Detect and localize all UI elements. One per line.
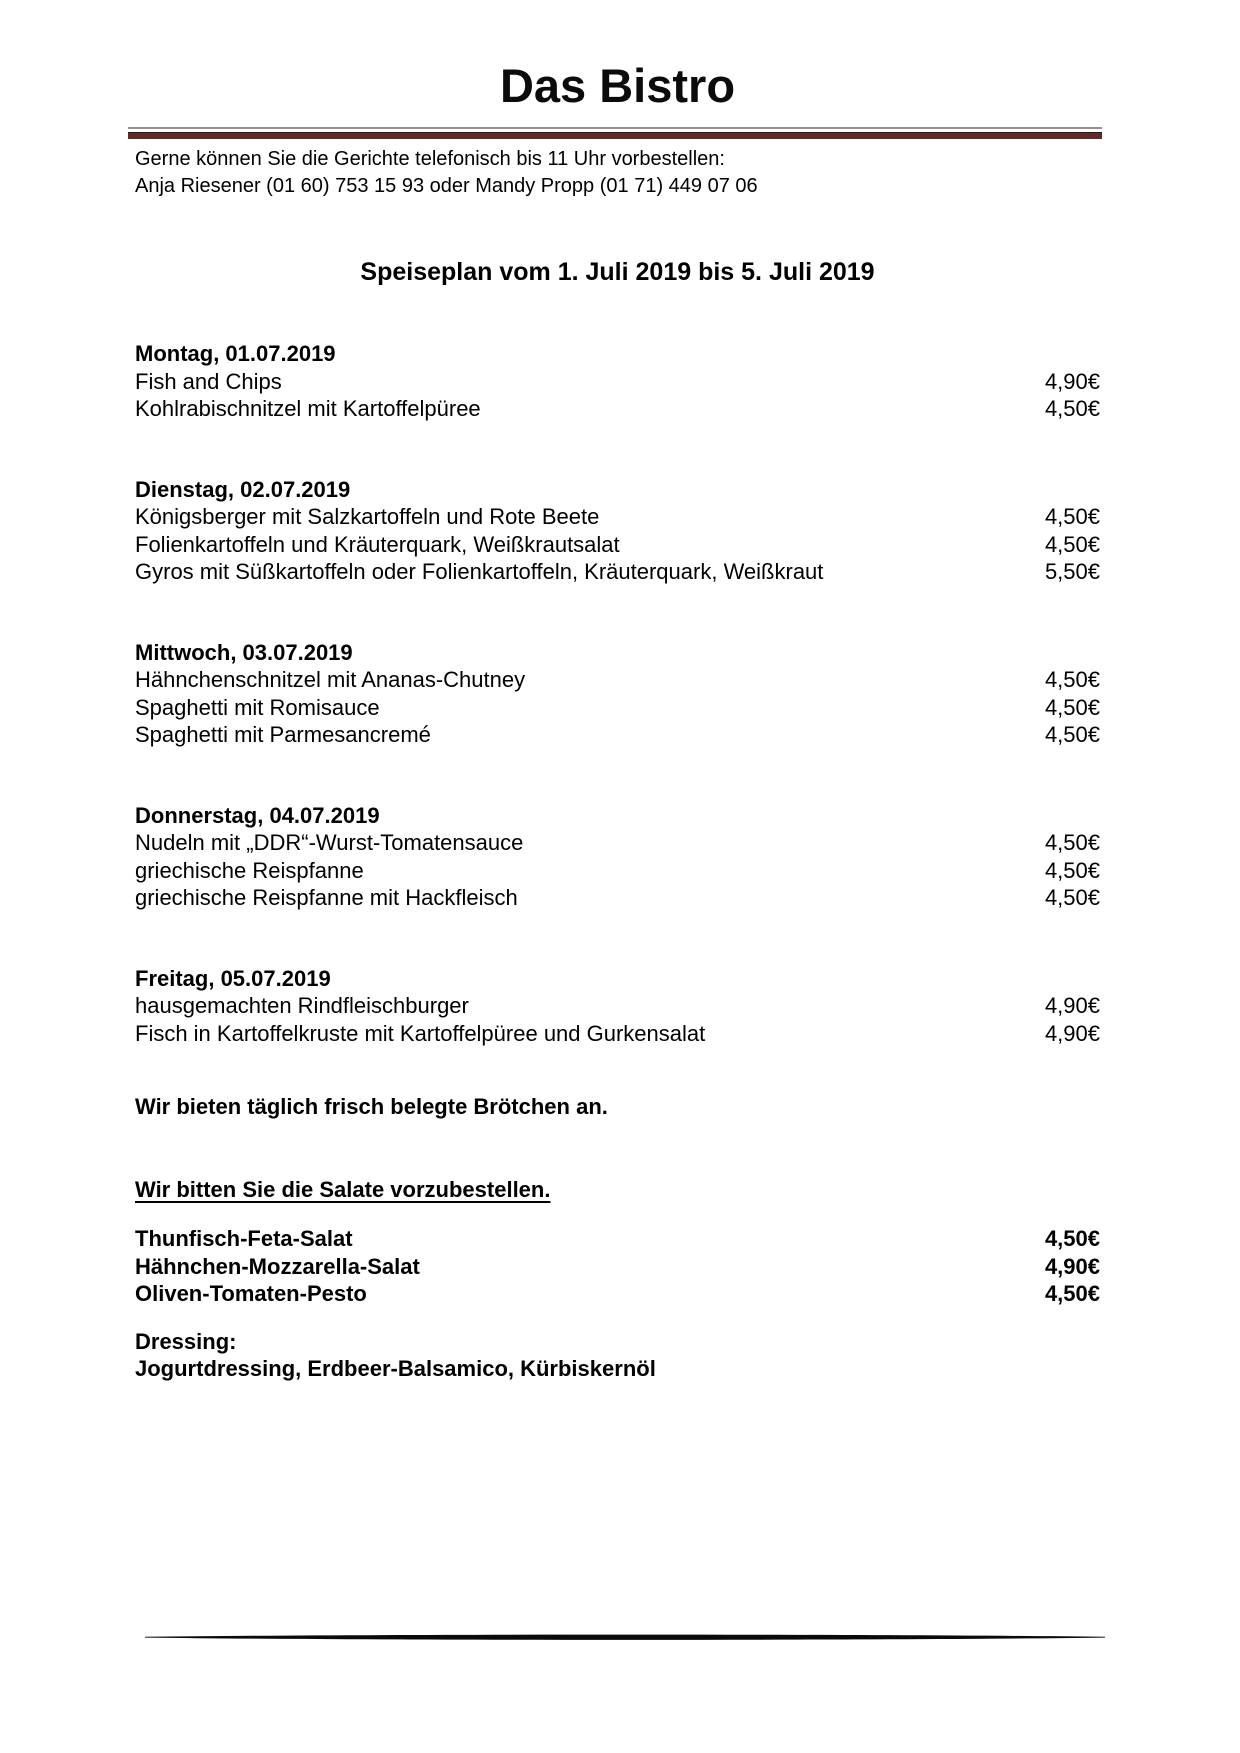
dish-name: Königsberger mit Salzkartoffeln und Rote Beete [135,504,600,529]
menu-item-row [135,503,1100,531]
menu-item-row [135,368,1100,396]
menu-item-row [135,857,1100,885]
menu-item-row [135,1020,1100,1048]
dish-price: 4,90€ [1044,993,1100,1018]
salad-price: 4,50€ [1044,1226,1100,1251]
menu-item-row [135,992,1100,1020]
dish-name: Fisch in Kartoffelkruste mit Kartoffelpüree und Gurkensalat [135,1020,706,1046]
menu-item-row [135,884,1100,912]
menu-item-row [135,666,1100,694]
salad-name: Thunfisch-Feta-Salat [135,1226,353,1251]
note-salate: Wir bitten Sie die Salate vorzubestellen. [135,1176,551,1202]
dressing-section [135,1328,1100,1383]
dish-name: Nudeln mit „DDR“-Wurst-Tomatensauce [135,830,524,855]
dish-name: Folienkartoffeln und Kräuterquark, Weißkrautsalat [135,531,620,557]
dish-name: griechische Reispfanne [135,857,364,883]
day-section-dienstag [135,476,1100,586]
dish-name: Fish and Chips [135,368,282,394]
day-heading: Mittwoch, 03.07.2019 [135,639,353,665]
salad-price: 4,90€ [1044,1253,1100,1279]
salad-row [135,1280,1100,1308]
day-heading: Freitag, 05.07.2019 [135,965,331,991]
dish-name: Spaghetti mit Parmesancremé [135,722,431,747]
day-section-freitag [135,965,1100,1048]
menu-item-row [135,531,1100,559]
menu-item-row [135,721,1100,749]
salad-name: Hähnchen-Mozzarella-Salat [135,1253,420,1279]
dish-price: 4,50€ [1044,504,1100,529]
divider-maroon-bar [128,132,1102,139]
contact-line-1: Gerne können Sie die Gerichte telefonisch bis 11 Uhr vorbestellen: [135,148,725,170]
dish-price: 4,90€ [1044,1020,1100,1046]
plan-heading: Speiseplan vom 1. Juli 2019 bis 5. Juli 2019 [360,258,875,286]
day-section-donnerstag [135,802,1100,912]
dish-price: 4,50€ [1044,857,1100,883]
dish-name: hausgemachten Rindfleischburger [135,993,469,1018]
day-heading: Donnerstag, 04.07.2019 [135,802,380,828]
dish-price: 4,50€ [1044,531,1100,557]
dish-name: Spaghetti mit Romisauce [135,694,380,720]
salad-name: Oliven-Tomaten-Pesto [135,1281,367,1306]
dressing-options: Jogurtdressing, Erdbeer-Balsamico, Kürbiskernöl [135,1356,656,1381]
bottom-tapered-rule [145,1633,1105,1643]
salad-row [135,1253,1100,1281]
salad-price: 4,50€ [1044,1281,1100,1306]
salad-row [135,1225,1100,1253]
dish-price: 5,50€ [1044,559,1100,584]
dish-price: 4,50€ [1044,667,1100,692]
dish-price: 4,50€ [1044,694,1100,720]
dish-price: 4,90€ [1044,368,1100,394]
menu-item-row [135,558,1100,586]
day-heading: Montag, 01.07.2019 [135,341,336,366]
dish-price: 4,50€ [1044,396,1100,421]
dish-price: 4,50€ [1044,885,1100,910]
divider-thin-line [128,127,1102,129]
dish-name: Gyros mit Süßkartoffeln oder Folienkartoffeln, Kräuterquark, Weißkraut [135,559,824,584]
dish-name: Hähnchenschnitzel mit Ananas-Chutney [135,667,526,692]
dish-price: 4,50€ [1044,830,1100,855]
day-heading: Dienstag, 02.07.2019 [135,476,351,502]
page-title: Das Bistro [499,59,736,112]
dish-name: griechische Reispfanne mit Hackfleisch [135,885,518,910]
dressing-label: Dressing: [135,1328,237,1354]
day-section-mittwoch [135,639,1100,749]
menu-item-row [135,829,1100,857]
note-broetchen: Wir bieten täglich frisch belegte Brötchen an. [135,1094,608,1119]
menu-item-row [135,694,1100,722]
dish-price: 4,50€ [1044,722,1100,747]
salad-list [135,1225,1100,1308]
day-section-montag [135,340,1100,423]
dish-name: Kohlrabischnitzel mit Kartoffelpüree [135,396,481,421]
contact-info [135,146,1100,200]
title-divider [128,127,1102,139]
menu-item-row [135,395,1100,423]
contact-line-2: Anja Riesener (01 60) 753 15 93 oder Mandy Propp (01 71) 449 07 06 [135,175,758,197]
